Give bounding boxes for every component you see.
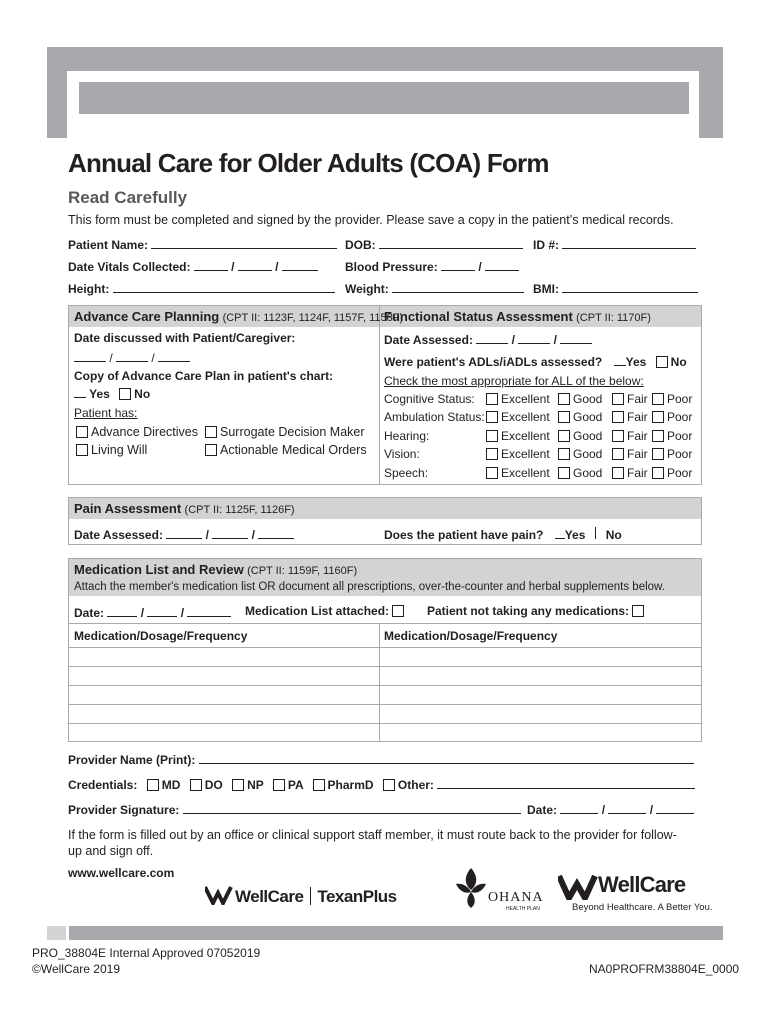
- cat-cognitive: Cognitive Status:: [384, 392, 475, 406]
- signature-row: [68, 801, 521, 817]
- pain-no-label: No: [605, 528, 622, 542]
- credentials-row: [68, 776, 695, 792]
- height-row: [68, 280, 335, 296]
- bmi-row: [533, 280, 698, 296]
- patient-name-label: Patient Name:: [68, 238, 149, 252]
- functional-month-field[interactable]: [476, 331, 508, 344]
- height-field[interactable]: [113, 280, 335, 293]
- medication-date-row: Date: / /: [74, 604, 231, 620]
- medication-year-field[interactable]: [187, 604, 231, 617]
- medical-orders-checkbox[interactable]: [205, 444, 217, 456]
- rating-label: Fair: [627, 466, 648, 480]
- functional-day-field[interactable]: [518, 331, 550, 344]
- rating-row: [612, 410, 648, 424]
- medication-row-line: [69, 647, 701, 648]
- rating-row: [558, 392, 602, 406]
- copy-yes-label: Yes: [89, 387, 110, 401]
- rating-label: Excellent: [501, 392, 550, 406]
- rating-label: Excellent: [501, 447, 550, 461]
- wellcare-texanplus-logo: [205, 885, 397, 909]
- provider-name-row: [68, 751, 694, 767]
- signature-year-field[interactable]: [656, 801, 694, 814]
- signature-field[interactable]: [183, 801, 521, 814]
- rating-label: Poor: [667, 410, 693, 424]
- rating-row: [652, 392, 692, 406]
- advance-care-title: Advance Care Planning: [74, 309, 220, 324]
- advance-care-title-row: [74, 309, 403, 324]
- rating-row: [652, 410, 692, 424]
- cat-ambulation: Ambulation Status:: [384, 410, 485, 424]
- rating-row: [612, 466, 648, 480]
- rating-label: Good: [573, 429, 603, 443]
- rating-checkbox[interactable]: [652, 411, 664, 423]
- patient-name-row: [68, 236, 337, 252]
- dob-label: DOB:: [345, 238, 376, 252]
- functional-date-row: Date Assessed: / /: [384, 331, 592, 347]
- ohana-leaf-icon: [452, 866, 490, 910]
- rating-row: [558, 429, 602, 443]
- signature-date-row: Date: / /: [527, 801, 694, 817]
- weight-row: [345, 280, 524, 296]
- subtitle: Read Carefully: [68, 188, 188, 207]
- footer-bar: [69, 926, 723, 940]
- credential-md-checkbox[interactable]: [147, 779, 159, 791]
- rating-label: Good: [573, 466, 603, 480]
- dob-row: [345, 236, 523, 252]
- doc-code: NA0PROFRM38804E_0000: [589, 962, 740, 976]
- medication-cpt: (CPT II: 1159F, 1160F): [247, 565, 358, 577]
- discussed-day-field[interactable]: [116, 349, 148, 362]
- logo-tagline: Beyond Healthcare. A Better You.: [572, 902, 713, 913]
- intro-text: This form must be completed and signed by the provider. Please save a copy in the patient’s medical records.: [68, 213, 674, 227]
- id-field[interactable]: [562, 236, 696, 249]
- pain-question-row: [384, 526, 622, 542]
- dob-field[interactable]: [379, 236, 523, 249]
- medication-date-label: Date:: [74, 606, 105, 620]
- rating-label: Good: [573, 410, 603, 424]
- adl-yes-field[interactable]: [614, 353, 626, 366]
- website-link[interactable]: www.wellcare.com: [68, 866, 175, 880]
- provider-name-label: Provider Name (Print):: [68, 753, 196, 767]
- rating-checkbox[interactable]: [486, 467, 498, 479]
- medication-day-field[interactable]: [147, 604, 177, 617]
- patient-has-label: Patient has:: [74, 406, 138, 420]
- provider-name-field[interactable]: [199, 751, 694, 764]
- wellcare-mark-icon: [205, 885, 235, 905]
- advance-care-cpt: (CPT II: 1123F, 1124F, 1157F, 1158F): [222, 312, 404, 324]
- signature-label: Provider Signature:: [68, 803, 180, 817]
- rating-row: [486, 429, 550, 443]
- medical-orders-option[interactable]: [205, 443, 367, 457]
- rating-checkbox[interactable]: [558, 467, 570, 479]
- medication-row-line: [69, 666, 701, 667]
- copy-yes-field[interactable]: [74, 385, 86, 398]
- date-discussed-label: Date discussed with Patient/Caregiver:: [74, 331, 296, 345]
- medication-table-top: [69, 623, 701, 624]
- routing-note: If the form is filled out by an office or clinical support staff member, it must route back to the provider for follow-up and sign off.: [68, 828, 677, 858]
- rating-label: Fair: [627, 447, 648, 461]
- rating-checkbox[interactable]: [486, 430, 498, 442]
- copy-no-checkbox[interactable]: [119, 388, 131, 400]
- advance-directives-label: Advance Directives: [91, 425, 198, 439]
- logo-texanplus-text: TexanPlus: [317, 887, 397, 906]
- ohana-logo: [452, 866, 544, 912]
- wellcare-tagline-logo: [558, 872, 713, 914]
- rating-checkbox[interactable]: [612, 448, 624, 460]
- rating-row: [612, 392, 648, 406]
- rating-checkbox[interactable]: [612, 393, 624, 405]
- copy-plan-options: [74, 385, 150, 401]
- advance-directives-checkbox[interactable]: [76, 426, 88, 438]
- rating-label: Poor: [667, 429, 693, 443]
- rating-checkbox[interactable]: [558, 411, 570, 423]
- functional-title: Functional Status Assessment: [384, 309, 573, 324]
- logo-ohana-text: OHANA: [488, 890, 544, 905]
- rating-row: [558, 447, 602, 461]
- rating-row: [652, 429, 692, 443]
- rating-label: Good: [573, 447, 603, 461]
- rating-checkbox[interactable]: [558, 448, 570, 460]
- signature-month-field[interactable]: [560, 801, 598, 814]
- credentials-label: Credentials:: [68, 778, 138, 792]
- section-divider: [379, 306, 380, 484]
- rating-checkbox[interactable]: [486, 411, 498, 423]
- cat-vision: Vision:: [384, 447, 420, 461]
- functional-cpt: (CPT II: 1170F): [576, 312, 651, 324]
- living-will-label: Living Will: [91, 443, 148, 457]
- rating-checkbox[interactable]: [558, 393, 570, 405]
- rating-checkbox[interactable]: [652, 430, 664, 442]
- id-row: [533, 236, 696, 252]
- pain-yes-field[interactable]: [555, 526, 565, 539]
- rating-label: Excellent: [501, 429, 550, 443]
- credential-do-label: DO: [204, 778, 223, 792]
- not-taking-checkbox[interactable]: [632, 605, 644, 617]
- pain-month-field[interactable]: [166, 526, 202, 539]
- rating-row: [612, 447, 648, 461]
- rating-label: Fair: [627, 429, 648, 443]
- not-taking-row: [427, 604, 647, 618]
- credential-pa-label: PA: [287, 778, 304, 792]
- bp-systolic-field[interactable]: [441, 258, 475, 271]
- vitals-year-field[interactable]: [282, 258, 318, 271]
- signature-day-field[interactable]: [608, 801, 646, 814]
- pain-date-label: Date Assessed:: [74, 528, 163, 542]
- credential-pharmd-checkbox[interactable]: [313, 779, 325, 791]
- adl-question-row: [384, 353, 687, 369]
- rating-checkbox[interactable]: [612, 411, 624, 423]
- surrogate-option[interactable]: [205, 425, 365, 439]
- medication-attached-checkbox[interactable]: [392, 605, 404, 617]
- weight-field[interactable]: [392, 280, 524, 293]
- header-bar-fill: [79, 82, 689, 114]
- living-will-option[interactable]: [76, 443, 147, 457]
- surrogate-checkbox[interactable]: [205, 426, 217, 438]
- bp-label: Blood Pressure:: [345, 260, 438, 274]
- copy-plan-label: Copy of Advance Care Plan in patient's chart:: [74, 369, 334, 383]
- pain-title: Pain Assessment: [74, 501, 182, 516]
- rating-label: Excellent: [501, 466, 550, 480]
- medication-title: Medication List and Review: [74, 562, 244, 577]
- credential-pharmd-label: PharmD: [327, 778, 374, 792]
- rating-row: [612, 429, 648, 443]
- date-discussed-fields: / /: [74, 349, 190, 365]
- bmi-field[interactable]: [562, 280, 698, 293]
- rating-label: Fair: [627, 410, 648, 424]
- bmi-label: BMI:: [533, 282, 559, 296]
- credential-pa-checkbox[interactable]: [273, 779, 285, 791]
- functional-year-field[interactable]: [560, 331, 592, 344]
- logo-wellcare-text: WellCare: [235, 887, 304, 906]
- pain-no-field[interactable]: [595, 527, 606, 539]
- functional-title-row: [384, 309, 651, 324]
- rating-label: Poor: [667, 447, 693, 461]
- not-taking-label: Patient not taking any medications:: [427, 604, 630, 618]
- rating-row: [652, 447, 692, 461]
- medication-table-divider: [379, 623, 380, 742]
- advance-directives-option[interactable]: [76, 425, 198, 439]
- copy-no-label: No: [134, 387, 151, 401]
- rating-checkbox[interactable]: [612, 430, 624, 442]
- rating-row: [486, 392, 550, 406]
- rating-label: Poor: [667, 392, 693, 406]
- pain-question: Does the patient have pain?: [384, 528, 544, 542]
- rating-row: [486, 447, 550, 461]
- copyright-text: ©WellCare 2019: [32, 962, 120, 976]
- height-label: Height:: [68, 282, 110, 296]
- medication-col1-header: Medication/Dosage/Frequency: [74, 629, 248, 643]
- rating-checkbox[interactable]: [486, 448, 498, 460]
- adl-question: Were patient's ADLs/iADLs assessed?: [384, 355, 603, 369]
- living-will-checkbox[interactable]: [76, 444, 88, 456]
- patient-name-field[interactable]: [151, 236, 337, 249]
- medication-row-line: [69, 704, 701, 705]
- credential-other-field[interactable]: [437, 776, 695, 789]
- credential-np-checkbox[interactable]: [232, 779, 244, 791]
- weight-label: Weight:: [345, 282, 389, 296]
- rating-row: [558, 466, 602, 480]
- footer-bar-small: [47, 926, 66, 940]
- pain-year-field[interactable]: [258, 526, 294, 539]
- rating-label: Poor: [667, 466, 693, 480]
- rating-row: [652, 466, 692, 480]
- pain-cpt: (CPT II: 1125F, 1126F): [184, 504, 295, 516]
- rating-label: Excellent: [501, 410, 550, 424]
- signature-date-label: Date:: [527, 803, 558, 817]
- rating-row: [558, 410, 602, 424]
- discussed-month-field[interactable]: [74, 349, 106, 362]
- credential-np-label: NP: [247, 778, 264, 792]
- functional-instruction: Check the most appropriate for ALL of the below:: [384, 374, 644, 388]
- medication-col2-header: Medication/Dosage/Frequency: [384, 629, 558, 643]
- rating-checkbox[interactable]: [486, 393, 498, 405]
- id-label: ID #:: [533, 238, 560, 252]
- rating-checkbox[interactable]: [652, 467, 664, 479]
- vitals-row: Date Vitals Collected: / /: [68, 258, 318, 274]
- adl-no-checkbox[interactable]: [656, 356, 668, 368]
- medication-instruction: Attach the member's medication list OR document all prescriptions, over-the-counter and herbal supplements below.: [74, 581, 665, 593]
- wellcare-mark-icon: [558, 874, 600, 900]
- rating-label: Good: [573, 392, 603, 406]
- discussed-year-field[interactable]: [158, 349, 190, 362]
- pain-title-row: [74, 501, 295, 516]
- credential-do-checkbox[interactable]: [190, 779, 202, 791]
- pain-yes-label: Yes: [564, 528, 586, 542]
- cat-hearing: Hearing:: [384, 429, 430, 443]
- rating-row: [486, 466, 550, 480]
- rating-checkbox[interactable]: [652, 448, 664, 460]
- logo-ohana-sub: HEALTH PLAN: [506, 906, 540, 912]
- functional-date-label: Date Assessed:: [384, 333, 473, 347]
- credential-other-label: Other:: [397, 778, 434, 792]
- credential-md-label: MD: [161, 778, 181, 792]
- medication-attached-row: [245, 604, 407, 618]
- medication-row-line: [69, 723, 701, 724]
- rating-checkbox[interactable]: [558, 430, 570, 442]
- rating-checkbox[interactable]: [612, 467, 624, 479]
- approval-text: PRO_38804E Internal Approved 07052019: [32, 946, 261, 960]
- medication-title-row: [74, 562, 357, 577]
- pain-date-row: Date Assessed: / /: [74, 526, 294, 542]
- logo-wellcare-large: WellCare: [598, 872, 686, 897]
- medication-month-field[interactable]: [107, 604, 137, 617]
- bp-diastolic-field[interactable]: [485, 258, 519, 271]
- page-title: Annual Care for Older Adults (COA) Form: [68, 148, 549, 178]
- cat-speech: Speech:: [384, 466, 429, 480]
- medication-attached-label: Medication List attached:: [245, 604, 390, 618]
- rating-label: Fair: [627, 392, 648, 406]
- medication-row-line: [69, 685, 701, 686]
- rating-checkbox[interactable]: [652, 393, 664, 405]
- vitals-month-field[interactable]: [194, 258, 228, 271]
- adl-yes-label: Yes: [625, 355, 647, 369]
- surrogate-label: Surrogate Decision Maker: [220, 425, 365, 439]
- bp-row: Blood Pressure: /: [345, 258, 519, 274]
- pain-day-field[interactable]: [212, 526, 248, 539]
- medical-orders-label: Actionable Medical Orders: [220, 443, 367, 457]
- credential-other-checkbox[interactable]: [383, 779, 395, 791]
- adl-no-label: No: [670, 355, 687, 369]
- vitals-label: Date Vitals Collected:: [68, 260, 191, 274]
- rating-row: [486, 410, 550, 424]
- vitals-day-field[interactable]: [238, 258, 272, 271]
